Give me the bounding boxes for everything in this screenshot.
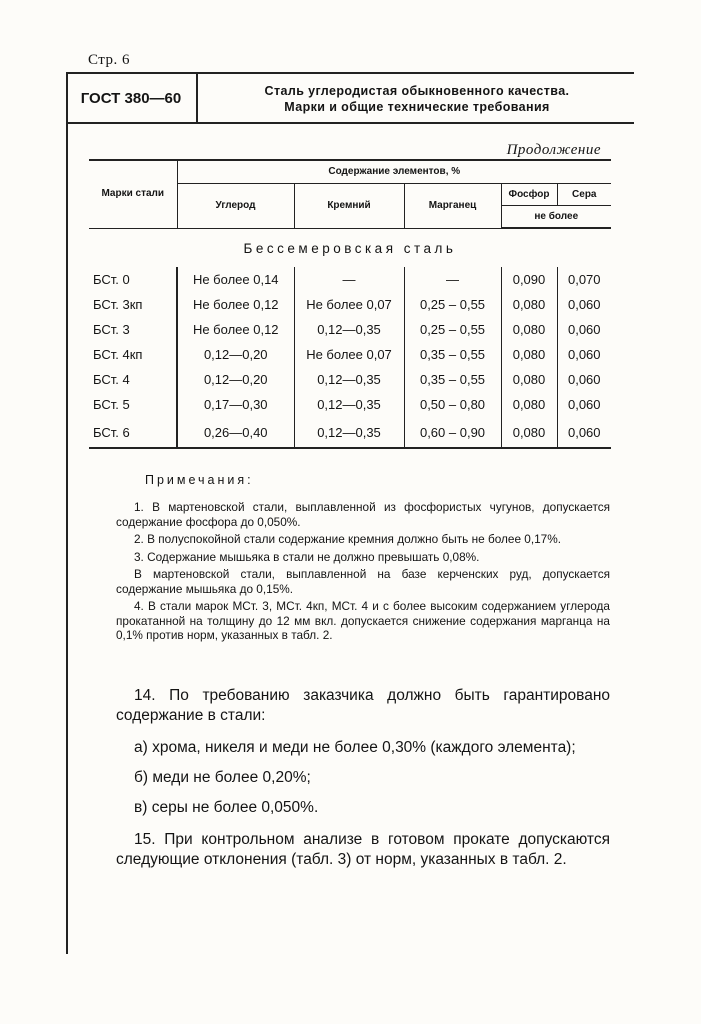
continued-label: Продолжение <box>506 142 601 158</box>
header-grade: Марки стали <box>89 160 177 228</box>
cell-phosphorus: 0,080 <box>501 342 557 367</box>
cell-silicon: — <box>294 267 404 292</box>
cell-grade: БСт. 0 <box>93 272 130 287</box>
clause-15: 15. При контрольном анализе в готовом прокате допускаются следующие отклонения (табл. 3) от норм, указанных в табл. 2. <box>116 831 610 868</box>
cell-carbon: 0,26—0,40 <box>177 417 294 448</box>
cell-phosphorus: 0,080 <box>501 292 557 317</box>
header-phosphorus: Фосфор <box>501 184 557 206</box>
cell-sulfur: 0,060 <box>557 342 611 367</box>
document-header <box>66 72 634 124</box>
notes-block <box>116 500 610 646</box>
title-line-2: Марки и общие технические требования <box>284 100 550 114</box>
cell-manganese: — <box>404 267 501 292</box>
section-title: Бессемеровская сталь <box>243 240 457 256</box>
cell-silicon: 0,12—0,35 <box>294 417 404 448</box>
left-frame-rule <box>66 72 68 954</box>
cell-manganese: 0,35 – 0,55 <box>404 342 501 367</box>
cell-sulfur: 0,060 <box>557 392 611 417</box>
cell-carbon: Не более 0,12 <box>177 317 294 342</box>
cell-carbon: Не более 0,12 <box>177 292 294 317</box>
cell-phosphorus: 0,080 <box>501 392 557 417</box>
cell-sulfur: 0,060 <box>557 367 611 392</box>
cell-silicon: 0,12—0,35 <box>294 367 404 392</box>
cell-manganese: 0,25 – 0,55 <box>404 317 501 342</box>
table-header <box>89 160 611 228</box>
cell-carbon: 0,17—0,30 <box>177 392 294 417</box>
header-content: Содержание элементов, % <box>177 160 611 184</box>
composition-table <box>89 159 611 449</box>
note-item: 2. В полуспокойной стали содержание кремния должно быть не более 0,17%. <box>134 532 562 546</box>
clause-14-item-b: б) меди не более 0,20%; <box>134 769 311 786</box>
cell-grade: БСт. 4 <box>93 372 130 387</box>
cell-carbon: 0,12—0,20 <box>177 367 294 392</box>
cell-silicon: Не более 0,07 <box>294 342 404 367</box>
table-section <box>89 228 611 267</box>
table-row <box>89 392 611 417</box>
clause-14-item-c: в) серы не более 0,050%. <box>134 799 319 816</box>
table-body <box>89 267 611 448</box>
header-carbon: Углерод <box>177 184 294 229</box>
cell-grade: БСт. 4кп <box>93 347 143 362</box>
cell-manganese: 0,60 – 0,90 <box>404 417 501 448</box>
clause-14-item-a: а) хрома, никеля и меди не более 0,30% (каждого элемента); <box>134 739 576 756</box>
clause-14: 14. По требованию заказчика должно быть гарантировано содержание в стали: <box>116 687 610 724</box>
note-item: 3. Содержание мышьяка в стали не должно превышать 0,08%. <box>134 549 480 564</box>
table-row <box>89 267 611 292</box>
notes-title: Примечания: <box>145 473 254 487</box>
table-row <box>89 342 611 367</box>
cell-grade: БСт. 3кп <box>93 297 143 312</box>
cell-sulfur: 0,060 <box>557 317 611 342</box>
cell-grade: БСт. 5 <box>93 397 130 412</box>
note-item: В мартеновской стали, выплавленной на базе керченских руд, допускается содержание мышьяка до 0,15%. <box>116 567 610 596</box>
cell-grade: БСт. 6 <box>89 417 177 448</box>
table-row <box>89 417 611 448</box>
cell-manganese: 0,25 – 0,55 <box>404 292 501 317</box>
header-not-more: не более <box>501 206 611 229</box>
main-text <box>116 686 610 882</box>
cell-phosphorus: 0,090 <box>501 267 557 292</box>
document-title <box>200 83 634 115</box>
note-item: 1. В мартеновской стали, выплавленной из фосфористых чугунов, допускается содержание фосфора до 0,050%. <box>116 500 610 529</box>
cell-sulfur: 0,060 <box>557 417 611 448</box>
table-row <box>89 317 611 342</box>
table-row <box>89 367 611 392</box>
title-line-1: Сталь углеродистая обыкновенного качества. <box>264 84 570 98</box>
header-sulfur: Сера <box>557 184 611 206</box>
table-row <box>89 292 611 317</box>
cell-phosphorus: 0,080 <box>501 367 557 392</box>
header-manganese: Марганец <box>404 184 501 229</box>
cell-phosphorus: 0,080 <box>501 317 557 342</box>
cell-silicon: 0,12—0,35 <box>294 317 404 342</box>
cell-carbon: Не более 0,14 <box>177 267 294 292</box>
cell-sulfur: 0,070 <box>557 267 611 292</box>
page-number: Стр. 6 <box>88 52 131 68</box>
cell-manganese: 0,50 – 0,80 <box>404 392 501 417</box>
cell-carbon: 0,12—0,20 <box>177 342 294 367</box>
cell-sulfur: 0,060 <box>557 292 611 317</box>
cell-phosphorus: 0,080 <box>501 417 557 448</box>
cell-silicon: 0,12—0,35 <box>294 392 404 417</box>
note-item: 4. В стали марок МСт. 3, МСт. 4кп, МСт. 4 и с более высоким содержанием углерода прокатанной на толщину до 12 мм вкл. допускается снижение содержания марганца на 0,1% против норм, указанных в табл. 2. <box>116 599 610 642</box>
cell-manganese: 0,35 – 0,55 <box>404 367 501 392</box>
cell-grade: БСт. 3 <box>93 322 130 337</box>
composition-table-wrap <box>89 159 611 449</box>
cell-silicon: Не более 0,07 <box>294 292 404 317</box>
gost-number: ГОСТ 380—60 <box>66 74 198 122</box>
header-silicon: Кремний <box>294 184 404 229</box>
